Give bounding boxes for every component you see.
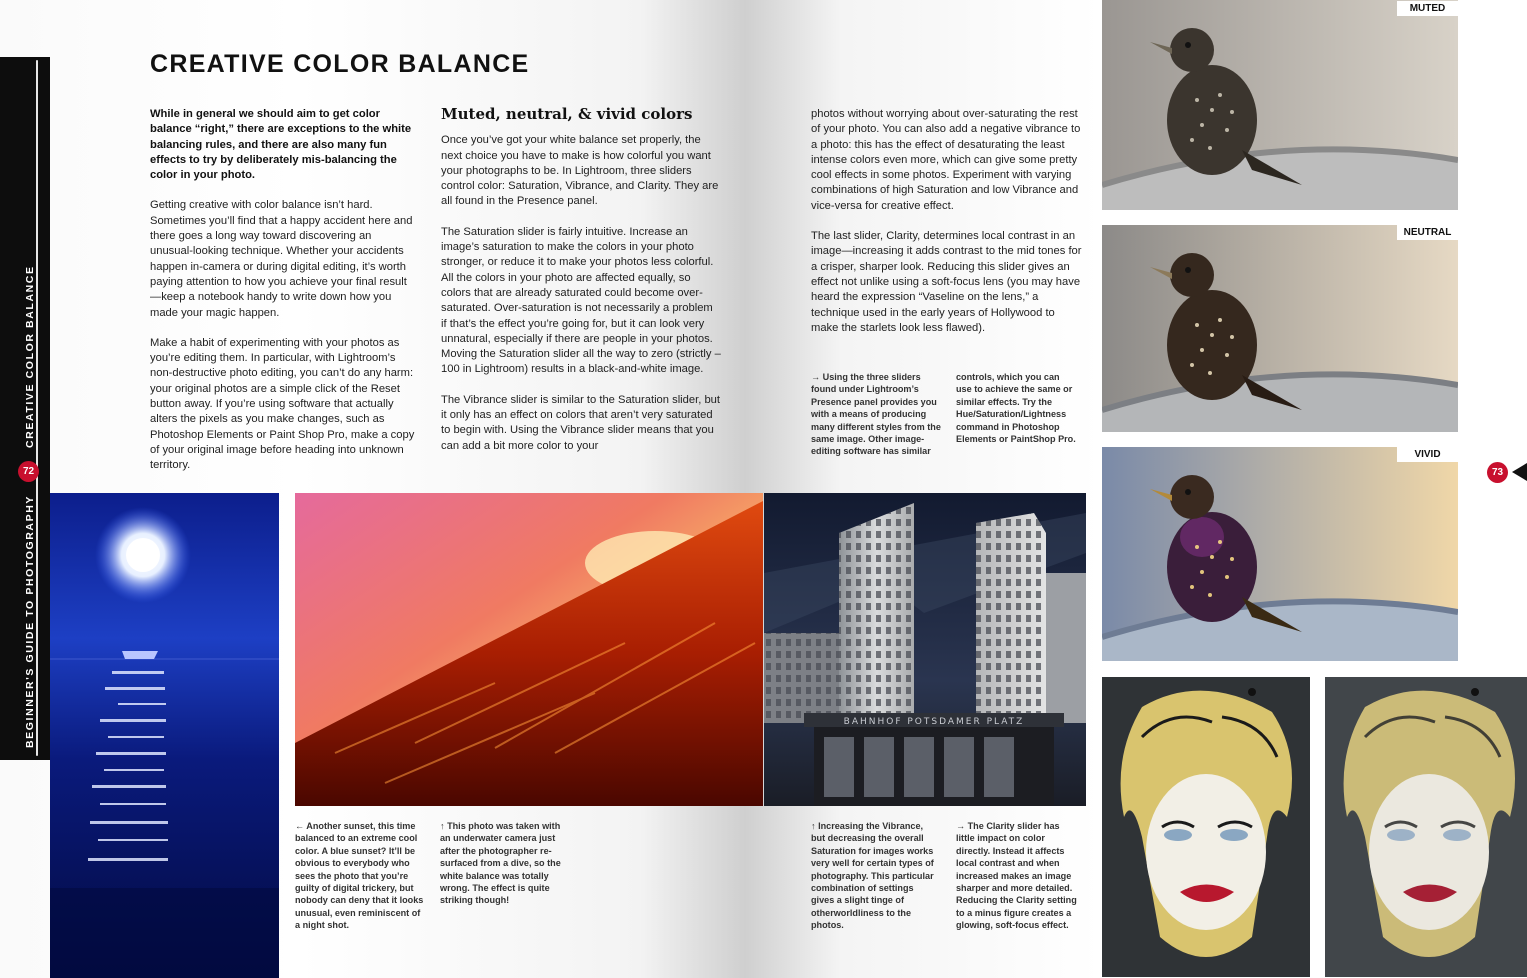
bird-photo-muted — [1102, 0, 1458, 210]
spine-section-title: CREATIVE COLOR BALANCE — [24, 265, 36, 448]
label-muted: MUTED — [1397, 1, 1458, 16]
bird-photo-vivid — [1102, 447, 1458, 661]
caption-clarity: → The Clarity slider has little impact on color directly. Instead it affects local contrast and when increased makes an image sharper and more detailed. Reducing the Clarity setting to a minus figure creates a glowing, soft-focus effect. — [956, 821, 1077, 931]
column-1 — [150, 107, 415, 489]
caption-vibrance: ↑ Increasing the Vibrance, but decreasing the overall Saturation for images works very well for certain types of photography. This particular combination of settings gives a slight tinge of otherworldliness to the photos. — [811, 821, 934, 931]
clarity-poster-photo-right — [1325, 677, 1527, 977]
body-paragraph: The last slider, Clarity, determines local contrast in an image—increasing it adds contrast to the mid tones for a crisper, sharper look. Reducing this slider gives an effect not unlike using a soft-focus lens (you may have heard the expression “Vaseline on the lens,” a technique used in the early years of Hollywood to make the starlets look less flawed). — [811, 230, 1082, 334]
body-paragraph: Getting creative with color balance isn’t hard. Sometimes you’ll find that a happy accident here and there goes a long way toward discovering an unusual-looking technique. Whether your accidents happen in-camera or during digital editing, it’s worth paying attention to how you achieve your final result—keep a notebook handy to write down how you made your magic happen. — [150, 199, 413, 319]
caption-sliders-a: → Using the three sliders found under Lightroom’s Presence panel provides you with a means of producing many different styles from the same image. Other image-editing software has similar — [811, 372, 941, 457]
page-title: CREATIVE COLOR BALANCE — [150, 50, 530, 78]
clarity-poster-photo-left — [1102, 677, 1310, 977]
column-2 — [441, 107, 721, 469]
caption-underwater: ↑ This photo was taken with an underwater camera just after the photographer re-surfaced from a dive, so the white balance was totally wrong. The effect is quite striking though! — [440, 821, 561, 906]
caption-blue-sunset: ← Another sunset, this time balanced to an extreme cool color. A blue sunset? It’ll be obvious to everybody who sees the photo that you’re guilty of digital trickery, but nobody can deny that it looks unusual, even reminiscent of a night shot. — [295, 821, 424, 931]
page-number-right: 73 — [1487, 462, 1508, 483]
building-sign-text: BAHNHOF POTSDAMER PLATZ — [843, 717, 1025, 727]
column-3 — [811, 107, 1083, 351]
caption-sliders-b: controls, which you can use to achieve the same or similar effects. Try the Hue/Saturation/Lightness command in Photoshop Elements or PaintShop Pro. — [956, 372, 1076, 445]
blue-sunset-photo — [50, 493, 279, 978]
body-paragraph: The Vibrance slider is similar to the Saturation slider, but it only has an effect on colors that aren’t very saturated to begin with. Using the Vibrance slider means that you can add a bit more color to your — [441, 393, 720, 452]
body-paragraph: photos without worrying about over-saturating the rest of your photo. You can also add a negative vibrance to a photo: this has the effect of desaturating the least intense colors even more, which can give some pretty cool effects in some photos. Experiment with varying combinations of high Saturation and low Vibrance and vice-versa for creative effect. — [811, 108, 1081, 212]
intro-paragraph: While in general we should aim to get color balance “right,” there are exceptions to the white balancing rules, and there are also many fun effects to try by deliberately mis-balancing the color in your photo. — [150, 108, 412, 182]
label-neutral: NEUTRAL — [1397, 225, 1458, 240]
page-marker-arrow-icon — [1512, 463, 1527, 481]
spine-rail — [36, 60, 38, 756]
bird-photo-neutral — [1102, 225, 1458, 432]
body-paragraph: Make a habit of experimenting with your photos as you’re editing them. In particular, with Lightroom’s non-destructive photo editing, you can’t do any harm: your original photos are a simple click of the Reset button away. If you’re using software that actually alters the pixels as you make changes, such as Photoshop Elements or Paint Shop Pro, make a copy of your original image before heading into unknown territory. — [150, 336, 415, 472]
building-photo — [764, 493, 1086, 806]
body-paragraph: The Saturation slider is fairly intuitive. Increase an image’s saturation to make the colors in your photo stronger, or reduce it to make your photos less colorful. All the colors in your photo are affected equally, so colors that are already saturated could become over-saturated. Over-saturation is not necessarily a problem if that’s the effect you’re going for, but it can look very unnatural, especially if there are people in your photos. Moving the Saturation slider all the way to zero (strictly –100 in Lightroom) results in a black-and-white image. — [441, 225, 721, 376]
spine-book-title: BEGINNER'S GUIDE TO PHOTOGRAPHY — [24, 495, 36, 748]
red-sunset-photo — [295, 493, 763, 806]
section-heading: Muted, neutral, & vivid colors — [441, 105, 693, 123]
label-vivid: VIVID — [1397, 447, 1458, 462]
page-number-left: 72 — [18, 461, 39, 482]
body-paragraph: Once you’ve got your white balance set properly, the next choice you have to make is how colorful you want your photographs to be. In Lightroom, three sliders control color: Saturation, Vibrance, and Clarity. They are all found in the Presence panel. — [441, 134, 719, 208]
